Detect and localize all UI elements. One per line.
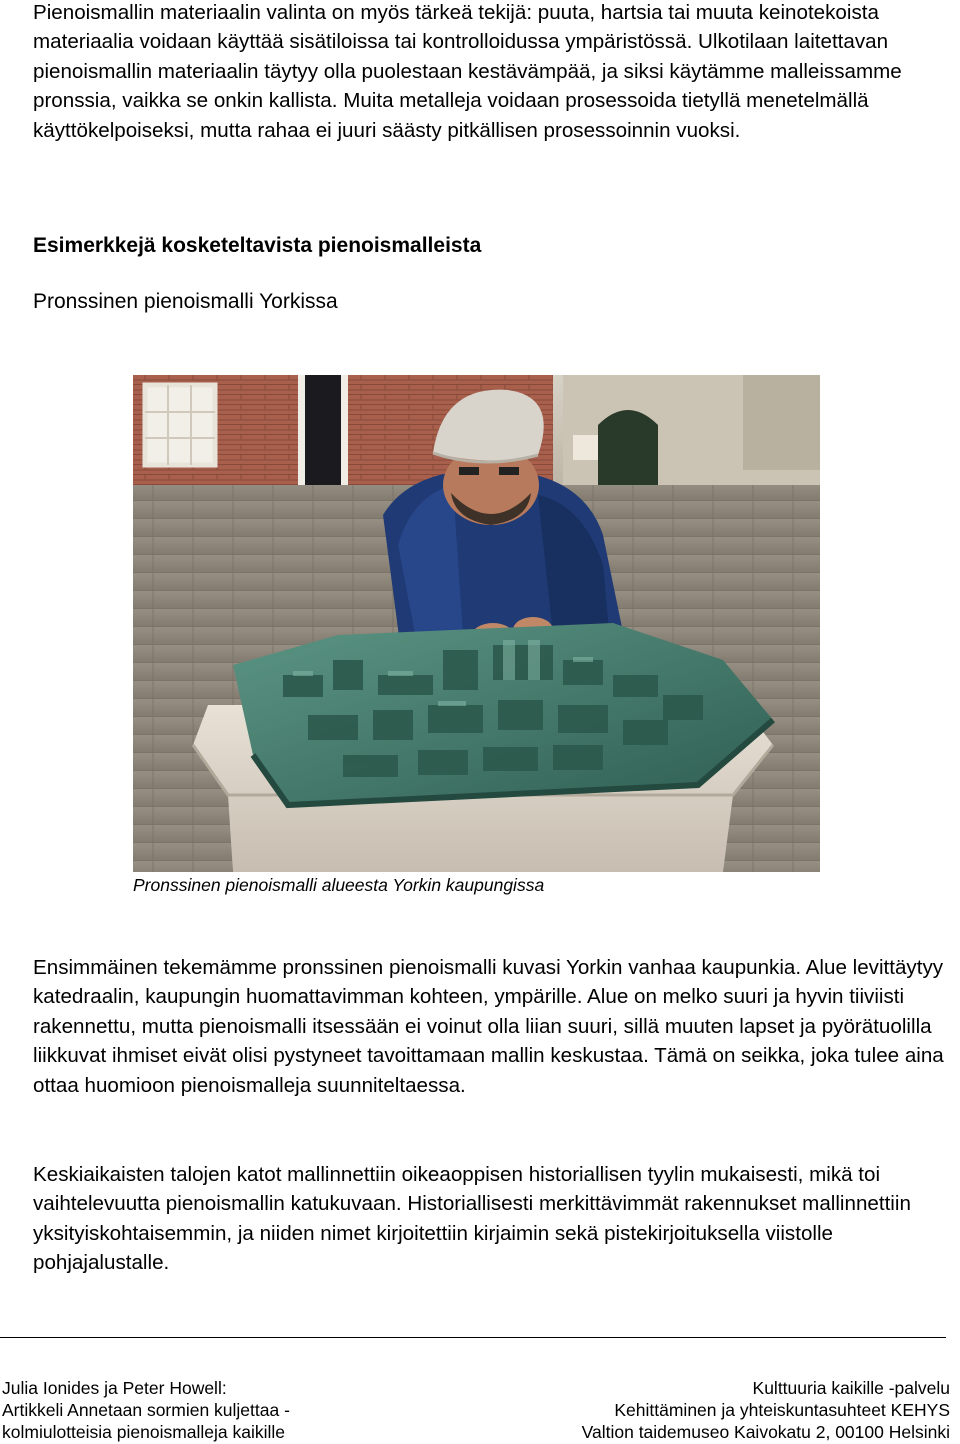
footer-service: Kulttuuria kaikille -palvelu [752, 1378, 950, 1398]
body-paragraph-1: Ensimmäinen tekemämme pronssinen pienoismalli kuvasi Yorkin vanhaa kaupunkia. Alue levittäytyy katedraalin, kaupungin huomattavimman kohteen, ympärille. Alue on melko suuri ja hyvin tiiviisti rakennettu, mutta pienoismalli itsessään ei voinut olla liian suuri, sillä muuten lapset ja pyörätuolilla liikkuvat ihmiset eivät olisi pystyneet tavoittamaan mallin keskustaa. Tämä on seikka, joka tulee aina ottaa huomioon pienoismalleja suunniteltaessa. [33, 956, 944, 1097]
intro-paragraph: Pienoismallin materiaalin valinta on myös tärkeä tekijä: puuta, hartsia tai muuta keinotekoista materiaalia voidaan käyttää sisätiloissa tai kontrolloidussa ympäristössä. Ulkotilaan laitettavan pienoismallin materiaalin täytyy olla puolestaan kestävämpää, ja siksi käytämme malleissamme pronssia, vaikka se onkin kallista. Muita metalleja voidaan prosessoida tietyllä menetelmällä käyttökelpoiseksi, mutta rahaa ei juuri säästy pitkällisen prosessoinnin vuoksi. [33, 1, 902, 142]
photo-caption: Pronssinen pienoismalli alueesta Yorkin kaupungissa [133, 875, 545, 895]
body-paragraph-2: Keskiaikaisten talojen katot mallinnettiin oikeaoppisen historiallisen tyylin mukaisesti, mikä toi vaihtelevuutta pienoismallin katukuvaan. Historiallisesti merkittävimmät rakennukset mallinnettiin yksityiskohtaisemmin, ja niiden nimet kirjoitettiin kirjaimin sekä pistekirjoituksella viistolle pohjajalustalle. [33, 1163, 911, 1275]
section-subheading: Pronssinen pienoismalli Yorkissa [33, 290, 338, 313]
footer-department: Kehittäminen ja yhteiskuntasuhteet KEHYS [614, 1399, 950, 1420]
footer-author: Julia Ionides ja Peter Howell: [2, 1378, 227, 1398]
footer-address: Valtion taidemuseo Kaivokatu 2, 00100 Helsinki [581, 1421, 950, 1442]
york-bronze-model-photo [133, 375, 820, 872]
footer-article-title: Artikkeli Annetaan sormien kuljettaa - [2, 1399, 290, 1420]
footer-right [582, 1378, 950, 1443]
section-heading: Esimerkkejä kosketeltavista pienoismalleista [33, 234, 482, 257]
footer-article-subtitle: kolmiulotteisia pienoismalleja kaikille [2, 1421, 286, 1442]
footer-left [2, 1378, 290, 1443]
footer-divider [0, 1337, 946, 1338]
